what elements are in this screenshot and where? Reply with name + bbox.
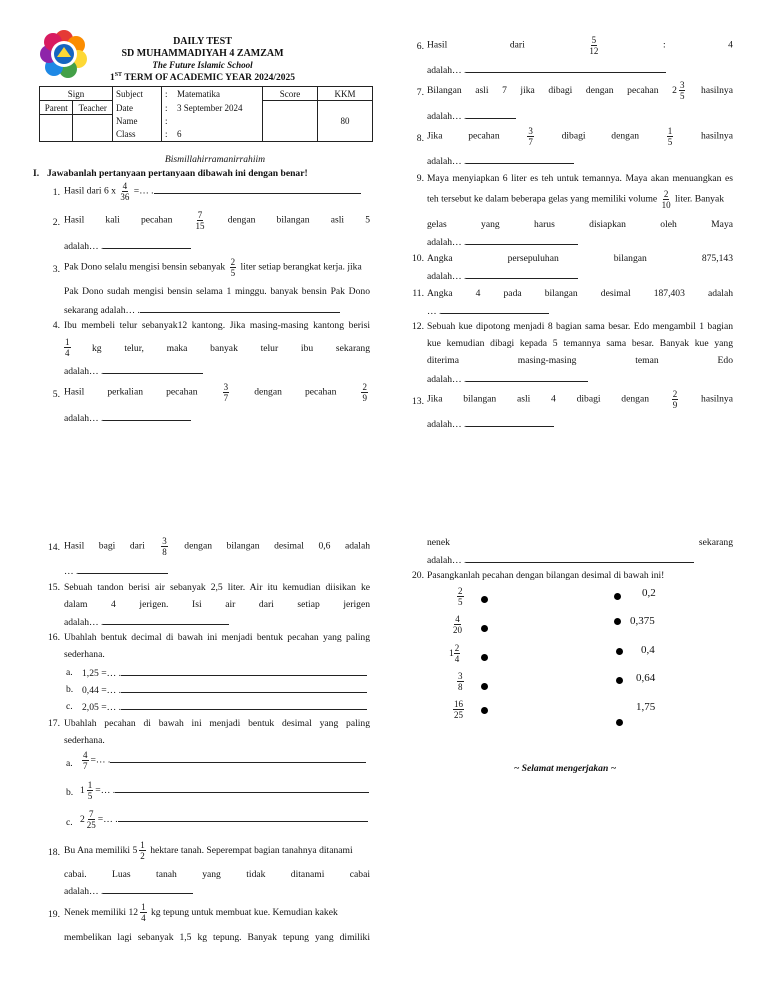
q20-number: 20. <box>412 570 424 581</box>
test-title: DAILY TEST <box>173 36 232 47</box>
question-8: Jika pecahan $\frac{3}{7}$ dibagi dengan $\frac{1}{5}$ hasilnya <box>427 126 733 147</box>
subject-value: Matematika <box>174 87 263 101</box>
q2-number: 2. <box>52 217 60 228</box>
class-value: 6 <box>174 128 263 142</box>
kkm-value: 80 <box>318 101 373 142</box>
q16-a: 1,25 =… . <box>82 667 367 679</box>
q3-number: 3. <box>52 264 60 275</box>
q5-number: 5. <box>52 389 60 400</box>
question-15: Sebuah tandon berisi air sebanyak 2,5 liter. Air itu kemudian diisikan ke <box>64 582 370 593</box>
match-dot-right-2[interactable] <box>614 618 621 625</box>
info-table: Sign Subject : Matematika Score KKM Parent Teacher Date : 3 September 2024 80 Name : Class : 6 <box>39 86 373 142</box>
teacher-sign-cell <box>73 115 113 142</box>
q11-number: 11. <box>412 288 424 299</box>
school-name: SD MUHAMMADIYAH 4 ZAMZAM <box>121 48 284 59</box>
question-1: Hasil dari 6 x $\frac{4}{36}$ =… . <box>64 181 374 202</box>
q13-number: 13. <box>412 396 424 407</box>
q16-b: 0,44 =… . <box>82 684 367 696</box>
subject-label: Subject <box>113 87 162 101</box>
name-value <box>174 115 263 128</box>
match-dot-left-4[interactable] <box>481 683 488 690</box>
q14-number: 14. <box>48 542 60 553</box>
question-11: Angka 4 pada bilangan desimal 187,403 adalah <box>427 288 733 299</box>
question-2: Hasil kali pecahan $\frac{7}{15}$ dengan bilangan asli 5 <box>64 210 370 231</box>
q1-number: 1. <box>52 187 60 198</box>
class-label: Class <box>113 128 162 142</box>
q9-number: 9. <box>416 173 424 184</box>
section-number: I. <box>33 168 40 179</box>
match-frac-2: $\frac{4}{20}$ <box>453 614 462 635</box>
match-decimal-4: 0,64 <box>636 672 656 684</box>
q17-c: 2 $\frac{7}{25}$ =… . <box>80 809 368 830</box>
q10-number: 10. <box>412 253 424 264</box>
q15-number: 15. <box>48 582 60 593</box>
match-frac-4: $\frac{3}{8}$ <box>458 671 463 692</box>
match-decimal-5: 1,75 <box>636 701 656 713</box>
match-dot-left-1[interactable] <box>481 596 488 603</box>
match-dot-right-1[interactable] <box>614 593 621 600</box>
basmalah: Bismillahirramanirrahiim <box>164 154 266 165</box>
score-cell <box>263 101 318 142</box>
question-13: Jika bilangan asli 4 dibagi dengan $\frac{2}{9}$ hasilnya <box>427 389 733 410</box>
q17-number: 17. <box>48 718 60 729</box>
match-dot-left-2[interactable] <box>481 625 488 632</box>
question-20: Pasangkanlah pecahan dengan bilangan desimal di bawah ini! <box>427 570 665 581</box>
match-decimal-1: 0,2 <box>642 587 656 599</box>
school-motto: The Future Islamic School <box>152 60 253 70</box>
question-6: Hasil dari $\frac{5}{12}$ : 4 <box>427 35 733 56</box>
teacher-header: Teacher <box>73 101 113 115</box>
q16-number: 16. <box>48 632 60 643</box>
match-frac-3: 1 $\frac{2}{4}$ <box>449 643 460 664</box>
question-18: Bu Ana memiliki 5 $\frac{1}{2}$ hektare tanah. Seperempat bagian tanahnya ditanami <box>64 840 353 861</box>
parent-sign-cell <box>40 115 73 142</box>
question-14: Hasil bagi dari $\frac{3}{8}$ dengan bilangan desimal 0,6 adalah <box>64 536 370 557</box>
q12-number: 12. <box>412 321 424 332</box>
q17-b: 1 $\frac{1}{5}$ =… . <box>80 780 369 801</box>
q4-number: 4. <box>52 320 60 331</box>
parent-header: Parent <box>40 101 73 115</box>
match-dot-right-5[interactable] <box>616 719 623 726</box>
q8-number: 8. <box>416 133 424 144</box>
question-17: Ubahlah pecahan di bawah ini menjadi bentuk desimal yang paling <box>64 718 370 729</box>
question-9: Maya menyiapkan 6 liter es teh untuk temannya. Maya akan menuangkan es <box>427 173 733 184</box>
question-19-cont: nenek sekarang <box>427 537 733 548</box>
q19-number: 19. <box>48 909 60 920</box>
kkm-header: KKM <box>318 87 373 101</box>
q17-a: $\frac{4}{7}$ =… . <box>80 750 366 771</box>
q18-number: 18. <box>48 847 60 858</box>
question-19: Nenek memiliki 12 $\frac{1}{4}$ kg tepung untuk membuat kue. Kemudian kakek <box>64 902 338 923</box>
match-dot-left-3[interactable] <box>481 654 488 661</box>
question-3: Pak Dono selalu mengisi bensin sebanyak $\frac{2}{5}$ liter setiap berangkat kerja. jika <box>64 257 362 278</box>
question-10: Angka persepuluhan bilangan 875,143 <box>427 253 733 264</box>
school-logo <box>38 27 90 79</box>
sign-header: Sign <box>40 87 113 101</box>
q7-number: 7. <box>416 87 424 98</box>
match-dot-right-4[interactable] <box>616 677 623 684</box>
term-line: 1ST TERM OF ACADEMIC YEAR 2024/2025 <box>109 72 296 84</box>
instruction: Jawabanlah pertanyaan pertanyaan dibawah ini dengan benar! <box>47 168 308 179</box>
name-label: Name <box>113 115 162 128</box>
question-7: Bilangan asli 7 jika dibagi dengan pecahan 2 $\frac{3}{5}$ hasilnya <box>427 80 733 101</box>
match-frac-5: $\frac{16}{25}$ <box>454 699 463 720</box>
question-16: Ubahlah bentuk decimal di bawah ini menjadi bentuk pecahan yang paling <box>64 632 370 643</box>
match-dot-right-3[interactable] <box>616 648 623 655</box>
question-5: Hasil perkalian pecahan $\frac{3}{7}$ dengan pecahan $\frac{2}{9}$ <box>64 382 367 403</box>
match-decimal-3: 0,4 <box>641 644 655 656</box>
question-4: Ibu membeli telur sebanyak12 kantong. Jika masing-masing kantong berisi <box>64 320 370 331</box>
q6-number: 6. <box>416 41 424 52</box>
question-12: Sebuah kue dipotong menjadi 8 bagian sama besar. Edo mengambil 1 bagian <box>427 321 733 332</box>
date-value: 3 September 2024 <box>174 101 263 115</box>
score-header: Score <box>263 87 318 101</box>
closing-text: ~ Selamat mengerjakan ~ <box>513 763 617 774</box>
match-frac-1: $\frac{2}{5}$ <box>458 586 463 607</box>
match-dot-left-5[interactable] <box>481 707 488 714</box>
date-label: Date <box>113 101 162 115</box>
match-decimal-2: 0,375 <box>630 615 655 627</box>
q16-c: 2,05 =… . <box>82 701 367 713</box>
